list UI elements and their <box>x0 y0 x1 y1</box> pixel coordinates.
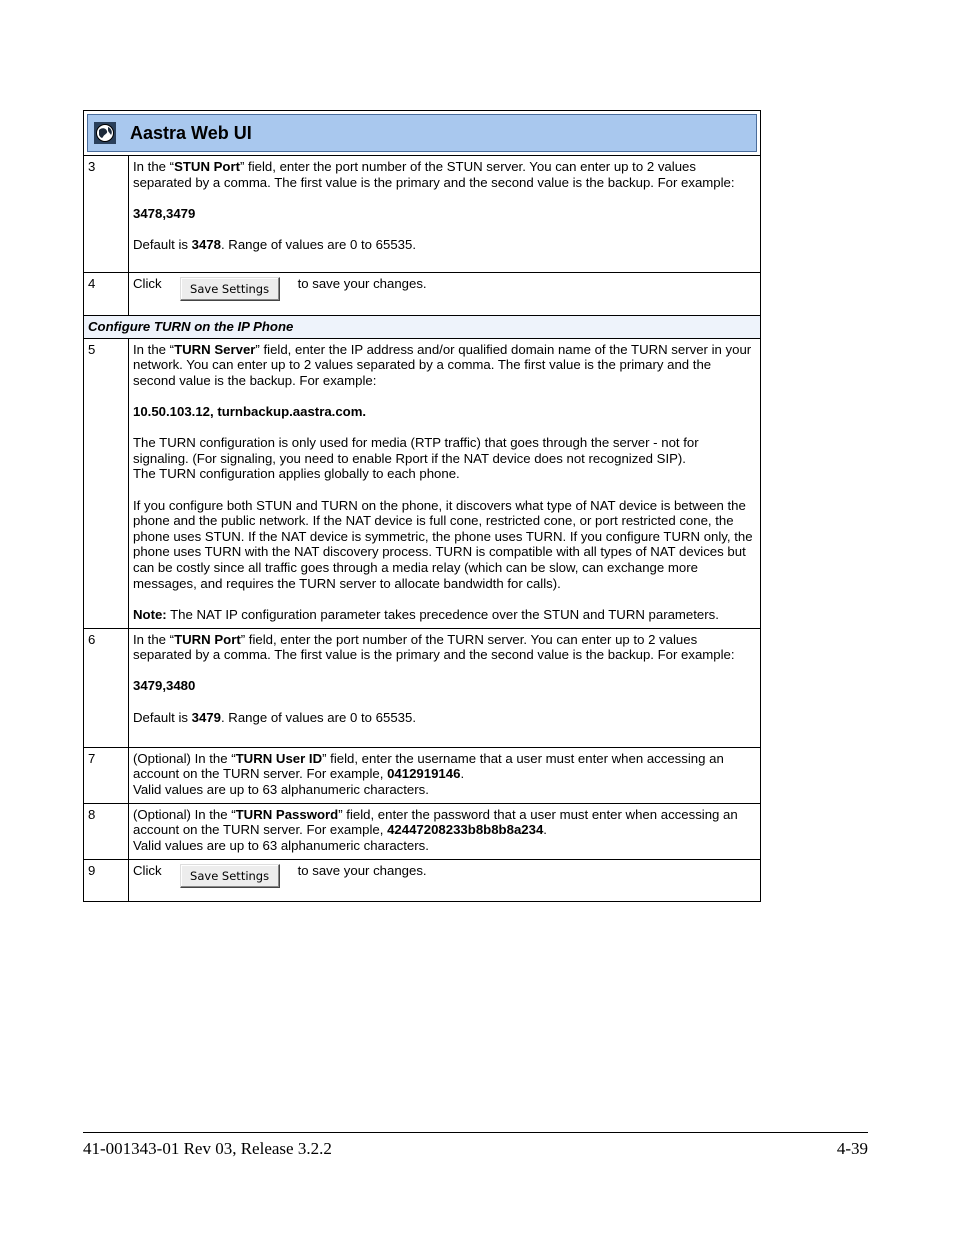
text: ” field, enter the port number of the TURN server. You can enter up to 2 values separated by a comma. The first value is the primary and the second value is the backup. For example: <box>133 631 735 663</box>
step-text <box>133 632 756 663</box>
step-content <box>129 156 761 273</box>
text: . <box>460 766 465 782</box>
step-content <box>129 628 761 747</box>
page-number: 4-39 <box>836 1139 868 1158</box>
text: . Range of values are 0 to 65535. <box>220 709 417 725</box>
table-row <box>84 747 761 803</box>
default-text <box>133 710 756 726</box>
example-text: 0412919146 <box>387 766 461 782</box>
table-row <box>84 803 761 859</box>
text: In the “ <box>133 159 175 174</box>
text: Default is <box>133 709 192 725</box>
step-content <box>129 859 761 901</box>
example-text: 3478,3479 <box>133 205 196 221</box>
step-text <box>133 751 756 782</box>
step-content <box>129 273 761 316</box>
section-heading: Configure TURN on the IP Phone <box>84 316 761 339</box>
field-name: STUN Port <box>174 159 240 174</box>
panel-title: Aastra Web UI <box>130 122 252 143</box>
step-number: 4 <box>84 273 129 316</box>
paragraph: The TURN configuration applies globally to each phone. <box>133 466 460 482</box>
table-row <box>84 628 761 747</box>
aastra-web-ui-panel <box>83 110 761 156</box>
step-content <box>129 803 761 859</box>
text: ” field, enter the username that a user must enter when accessing an account on the TURN server. For example, <box>133 750 724 782</box>
step-text <box>133 807 756 838</box>
text: to save your changes. <box>297 276 427 291</box>
save-settings-button[interactable]: Save Settings <box>180 277 280 301</box>
note <box>133 607 756 623</box>
paragraph: The TURN configuration is only used for media (RTP traffic) that goes through the server - not for signaling. (For signaling, you need to enable Rport if the NAT device does not recognized SIP). <box>133 435 699 466</box>
document-revision: 41-001343-01 Rev 03, Release 3.2.2 <box>83 1139 332 1158</box>
step-number: 9 <box>84 859 129 901</box>
steps-table <box>83 155 761 902</box>
step-number: 8 <box>84 803 129 859</box>
table-row <box>84 859 761 901</box>
step-content <box>129 747 761 803</box>
step-text <box>133 159 756 190</box>
step-text <box>133 342 756 389</box>
valid-values-text: Valid values are up to 63 alphanumeric characters. <box>133 781 429 797</box>
text: to save your changes. <box>297 862 427 878</box>
step-number: 6 <box>84 628 129 747</box>
example-value <box>133 678 756 694</box>
step-number: 7 <box>84 747 129 803</box>
example-value <box>133 404 756 420</box>
note-label: Note: <box>133 606 167 622</box>
valid-values-text: Valid values are up to 63 alphanumeric characters. <box>133 837 429 853</box>
field-name: TURN Server <box>174 341 256 357</box>
click-label: Click <box>133 276 162 291</box>
default-text <box>133 237 756 253</box>
field-name: TURN Password <box>235 806 339 822</box>
default-value: 3479 <box>191 709 221 725</box>
section-row <box>84 316 761 339</box>
text: . Range of values are 0 to 65535. <box>220 236 417 252</box>
example-text: 3479,3480 <box>133 678 196 694</box>
text: (Optional) In the “ <box>133 806 236 822</box>
panel-header <box>87 114 757 152</box>
field-name: TURN User ID <box>235 750 323 766</box>
footer-divider <box>83 1132 868 1133</box>
paragraph: If you configure both STUN and TURN on the phone, it discovers what type of NAT device is between the phone and the public network. If the NAT device is full cone, restricted cone, or port restricted cone, the phone uses STUN. If the NAT device is symmetric, the phone uses TURN. If you configure TURN only, the phone uses TURN with the NAT discovery process. TURN is compatible with all types of NAT devices but can be costly since all traffic goes through a media relay (which can be slow, can exchange more messages, and requires the TURN server to allocate bandwidth for calls). <box>133 497 753 591</box>
table-row <box>84 338 761 628</box>
text: In the “ <box>133 341 175 357</box>
default-value: 3478 <box>191 236 221 252</box>
step-number: 5 <box>84 338 129 628</box>
example-text: 10.50.103.12, turnbackup.aastra.com. <box>133 403 367 419</box>
text: ” field, enter the IP address and/or qualified domain name of the TURN server in your network. You can enter up to 2 values separated by a comma. The first value is the primary and the second value is the backup. For example: <box>133 341 752 388</box>
text: ” field, enter the password that a user must enter when accessing an account on the TURN server. For example, <box>133 806 738 838</box>
save-settings-button[interactable]: Save Settings <box>180 864 280 888</box>
text: ” field, enter the port number of the STUN server. You can enter up to 2 values separated by a comma. The first value is the primary and the second value is the backup. For example: <box>133 159 735 190</box>
table-row <box>84 156 761 273</box>
example-text: 42447208233b8b8b8a234 <box>387 822 544 838</box>
globe-icon <box>94 122 116 144</box>
table-row <box>84 273 761 316</box>
step-content <box>129 338 761 628</box>
text: . <box>543 822 547 838</box>
text: In the “ <box>133 631 175 647</box>
example-value <box>133 206 756 222</box>
text: Default is <box>133 236 192 252</box>
note-text: The NAT IP configuration parameter takes precedence over the STUN and TURN parameters. <box>166 606 719 622</box>
text: (Optional) In the “ <box>133 750 236 766</box>
step-number: 3 <box>84 156 129 273</box>
field-name: TURN Port <box>174 631 241 647</box>
click-label: Click <box>133 862 162 878</box>
